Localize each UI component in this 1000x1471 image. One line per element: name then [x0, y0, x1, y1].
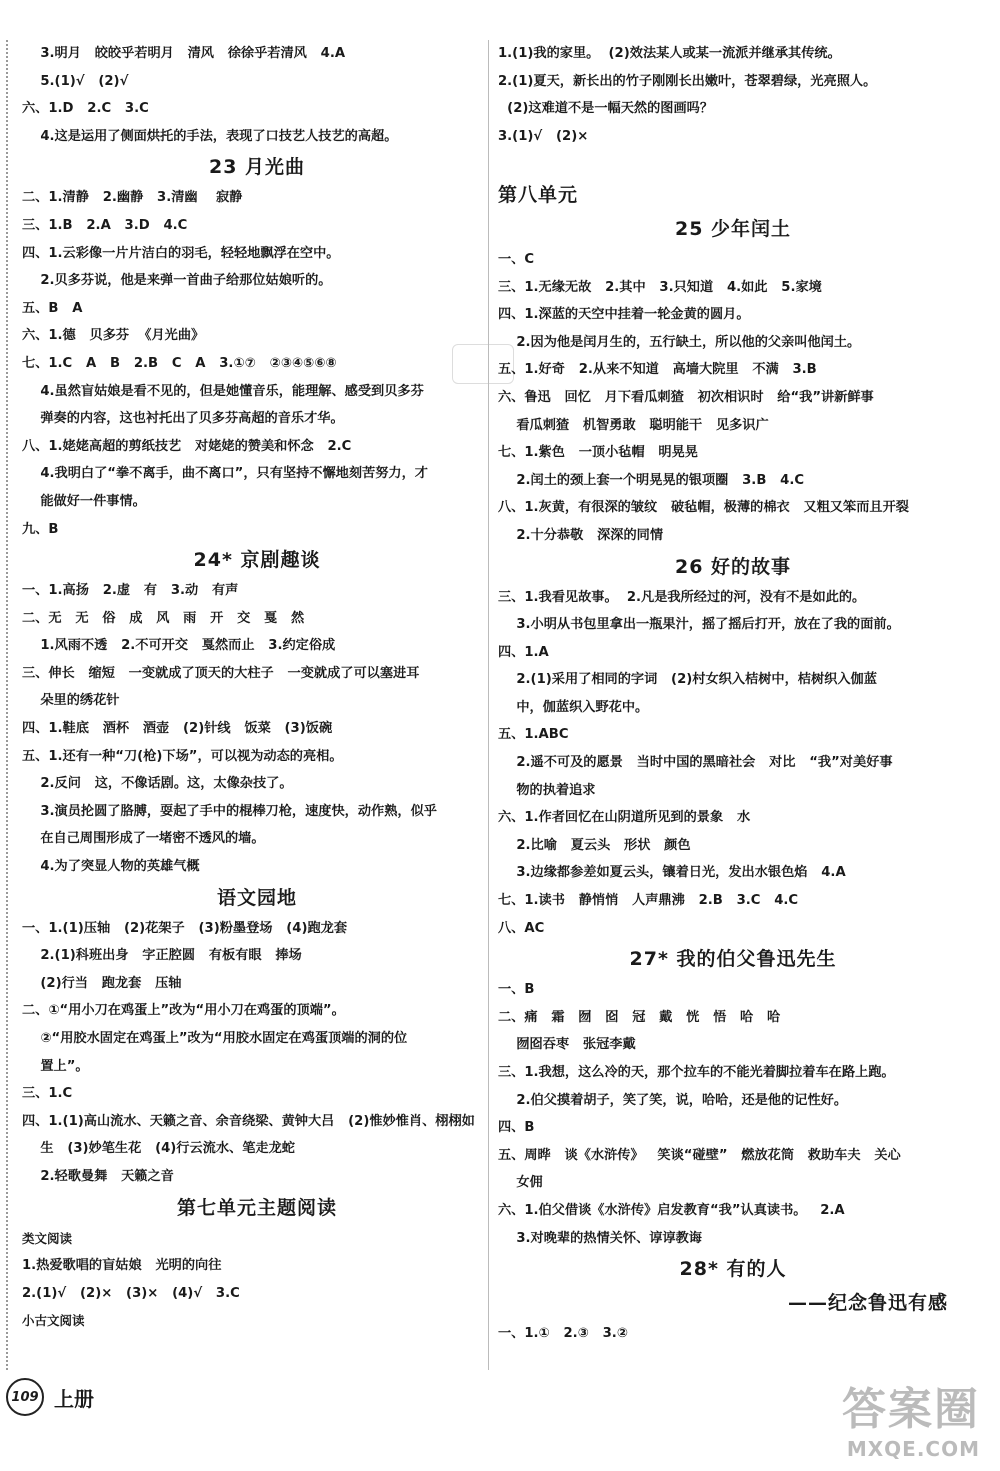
answer-line: 八、AC: [498, 920, 545, 936]
answer-line: 2.伯父摸着胡子，笑了笑，说，哈哈，还是他的记性好。: [498, 1092, 848, 1108]
answer-line: 二、无 无 俗 成 风 雨 开 交 戛 然: [22, 610, 305, 626]
page-number: 109: [6, 1378, 44, 1416]
answer-line: 2.反问 这，不像话剧。这，太像杂技了。: [22, 776, 293, 792]
answer-line: 生 (3)妙笔生花 (4)行云流水、笔走龙蛇: [22, 1141, 295, 1157]
answer-line: 七、1.紫色 一顶小毡帽 明晃晃: [498, 445, 698, 461]
answer-line: 三、1.无缘无故 2.其中 3.只知道 4.如此 5.家境: [498, 279, 822, 295]
answer-line: 一、B: [498, 982, 535, 998]
answer-line: 六、1.作者回忆在山阴道所见到的景象 水: [498, 810, 751, 826]
answer-line: 2.(1)采用了相同的字词 (2)村女织入桔树中，桔树织入伽蓝: [498, 672, 877, 688]
answer-line: 六、鲁迅 回忆 月下看瓜刺猹 初次相识时 给“我”讲新鲜事: [498, 389, 874, 405]
watermark-url: MXQE.COM: [846, 1437, 980, 1461]
answer-line: 朵里的绣花针: [22, 693, 120, 709]
answer-line: 2.遥不可及的愿景 当时中国的黑暗社会 对比 “我”对美好事: [498, 755, 893, 771]
answer-line: 女佣: [498, 1175, 543, 1191]
section-heading: 第七单元主题阅读: [176, 1196, 337, 1219]
answer-line: 三、1.B 2.A 3.D 4.C: [22, 217, 188, 233]
right-column: [498, 40, 968, 1348]
page-footer: [6, 1378, 94, 1416]
answer-line: 3.(1)√ (2)×: [498, 128, 589, 144]
section-heading: 26 好的故事: [674, 555, 792, 578]
answer-line: 1.风雨不透 2.不可开交 戛然而止 3.约定俗成: [22, 638, 336, 654]
answer-line: 二、痛 霜 囫 囵 冠 戴 恍 悟 哈 哈: [498, 1009, 781, 1025]
answer-line: 七、1.读书 静悄悄 人声鼎沸 2.B 3.C 4.C: [498, 893, 799, 909]
section-heading: 第八单元: [498, 183, 579, 206]
answer-line: 1.(1)我的家里。 (2)效法某人或某一流派并继承其传统。: [498, 46, 841, 61]
answer-line: 4.虽然盲姑娘是看不见的，但是她懂音乐，能理解、感受到贝多芬: [22, 383, 424, 399]
answer-line: (2)这难道不是一幅天然的图画吗？: [498, 101, 714, 117]
answer-line: 4.为了突显人物的英雄气概: [22, 859, 200, 875]
section-heading: 23 月光曲: [208, 156, 306, 179]
answer-line: 3.小明从书包里拿出一瓶果汁，摇了摇后打开，放在了我的面前。: [498, 617, 900, 633]
answer-line: 2.(1)科班出身 字正腔圆 有板有眼 捧场: [22, 948, 302, 964]
watermark-text: 答案圈: [842, 1384, 980, 1435]
answer-line: 4.这是运用了侧面烘托的手法，表现了口技艺人技艺的高超。: [22, 128, 398, 144]
answer-line: 三、1.C: [22, 1086, 73, 1102]
answer-line: 五、B A: [22, 300, 83, 316]
answer-line: 六、1.德 贝多芬 《月光曲》: [22, 328, 205, 344]
answer-line: 四、1.鞋底 酒杯 酒壶 (2)针线 饭菜 (3)饭碗: [22, 721, 333, 737]
answer-line: 三、伸长 缩短 一变就成了顶天的大柱子 一变就成了可以塞进耳: [22, 665, 420, 681]
answer-line: 在自己周围形成了一堵密不透风的墙。: [22, 831, 265, 847]
answer-line: 九、B: [22, 521, 59, 537]
watermark: [842, 1373, 980, 1461]
answer-line: 八、1.灰黄，有很深的皱纹 破毡帽，极薄的棉衣 又粗又笨而且开裂: [498, 500, 909, 516]
answer-line: 五、周晔 谈《水浒传》 笑谈“碰壁” 燃放花筒 救助车夫 关心: [498, 1147, 901, 1163]
answer-line: 三、1.我想，这么冷的天，那个拉车的不能光着脚拉着车在路上跑。: [498, 1065, 895, 1080]
answer-line: (2)行当 跑龙套 压轴: [22, 975, 182, 991]
left-column: [22, 40, 492, 1335]
answer-line: 2.轻歌曼舞 天籁之音: [22, 1168, 174, 1184]
section-heading: 语文园地: [216, 886, 297, 909]
answer-line: 一、1.① 2.③ 3.②: [498, 1326, 628, 1342]
answer-line: 二、①“用小刀在鸡蛋上”改为“用小刀在鸡蛋的顶端”。: [22, 1003, 345, 1019]
section-heading: 24* 京剧趣谈: [193, 549, 321, 572]
answer-line: 囫囵吞枣 张冠李戴: [498, 1037, 636, 1053]
answer-line: ②“用胶水固定在鸡蛋上”改为“用胶水固定在鸡蛋顶端的洞的位: [22, 1031, 408, 1046]
answer-line: 4.我明白了“拳不离手，曲不离口”，只有坚持不懈地刻苦努力，才: [22, 466, 428, 482]
answer-line: 五、1.好奇 2.从来不知道 高墙大院里 不满 3.B: [498, 362, 817, 378]
answer-line: 一、C: [498, 251, 535, 267]
answer-line: 四、1.(1)高山流水、天籁之音、余音绕梁、黄钟大吕 (2)惟妙惟肖、栩栩如: [22, 1113, 475, 1129]
answer-line: 1.热爱歌唱的盲姑娘 光明的向往: [22, 1258, 222, 1274]
section-heading: 27* 我的伯父鲁迅先生: [629, 948, 837, 971]
answer-line: 物的执着追求: [498, 782, 596, 798]
answer-line: 5.(1)√ (2)√: [22, 73, 129, 89]
answer-line: 四、1.云彩像一片片洁白的羽毛，轻轻地飘浮在空中。: [22, 245, 340, 261]
answer-line: 六、1.伯父借谈《水浒传》启发教育“我”认真读书。 2.A: [498, 1202, 845, 1218]
section-heading: ——纪念鲁迅有感: [787, 1292, 948, 1315]
answer-line: 弹奏的内容，这也衬托出了贝多芬高超的音乐才华。: [22, 411, 344, 427]
answer-line: 2.比喻 夏云头 形状 颜色: [498, 837, 691, 853]
answer-line: [498, 150, 968, 178]
answer-line: 中，伽蓝织入野花中。: [498, 699, 649, 715]
answer-line: 小古文阅读: [22, 1313, 85, 1329]
answer-line: 2.(1)√ (2)× (3)× (4)√ 3.C: [22, 1285, 240, 1301]
answer-line: 看瓜刺猹 机智勇敢 聪明能干 见多识广: [498, 417, 769, 433]
answer-line: 七、1.C A B 2.B C A 3.①⑦ ②③④⑤⑥⑧: [22, 355, 337, 371]
answer-line: 3.明月 皎皎乎若明月 清风 徐徐乎若清风 4.A: [22, 46, 346, 61]
answer-line: 2.闰土的颈上套一个明晃晃的银项圈 3.B 4.C: [498, 472, 805, 488]
answer-line: 一、1.高扬 2.虚 有 3.动 有声: [22, 583, 239, 599]
section-heading: 25 少年闰土: [674, 217, 792, 240]
answer-line: 2.因为他是闰月生的，五行缺土，所以他的父亲叫他闰土。: [498, 334, 861, 350]
section-heading: 28* 有的人: [679, 1258, 787, 1281]
answer-line: 3.对晚辈的热情关怀、谆谆教诲: [498, 1230, 702, 1246]
answer-line: 2.贝多芬说，他是来弹一首曲子给那位姑娘听的。: [22, 273, 332, 289]
answer-line: 3.演员抡圆了胳膊，耍起了手中的棍棒刀枪，速度快，动作熟，似乎: [22, 803, 437, 819]
answer-line: 置上”。: [22, 1058, 89, 1074]
answer-line: 二、1.清静 2.幽静 3.清幽 寂静: [22, 190, 243, 206]
answer-line: 能做好一件事情。: [22, 493, 146, 509]
answer-line: 五、1.还有一种“刀(枪)下场”，可以视为动态的亮相。: [22, 748, 343, 764]
volume-label: 上册: [54, 1386, 94, 1411]
answer-line: 四、B: [498, 1120, 535, 1136]
answer-line: 3.边缘都参差如夏云头，镶着日光，发出水银色焰 4.A: [498, 865, 846, 881]
answer-line: 三、1.我看见故事。 2.凡是我所经过的河，没有不是如此的。: [498, 589, 866, 605]
answer-line: 类文阅读: [22, 1230, 73, 1246]
answer-line: 2.(1)夏天，新长出的竹子刚刚长出嫩叶，苍翠碧绿，光亮照人。: [498, 73, 877, 89]
margin-dotted-line: [6, 40, 8, 1370]
answer-line: 八、1.姥姥高超的剪纸技艺 对姥姥的赞美和怀念 2.C: [22, 438, 352, 454]
answer-line: 五、1.ABC: [498, 727, 569, 743]
answer-line: 一、1.(1)压轴 (2)花架子 (3)粉墨登场 (4)跑龙套: [22, 920, 348, 936]
answer-line: 2.十分恭敬 深深的同情: [498, 527, 664, 543]
answer-line: 四、1.A: [498, 644, 549, 660]
answer-line: 四、1.深蓝的天空中挂着一轮金黄的圆月。: [498, 307, 750, 323]
answer-line: 六、1.D 2.C 3.C: [22, 101, 149, 117]
